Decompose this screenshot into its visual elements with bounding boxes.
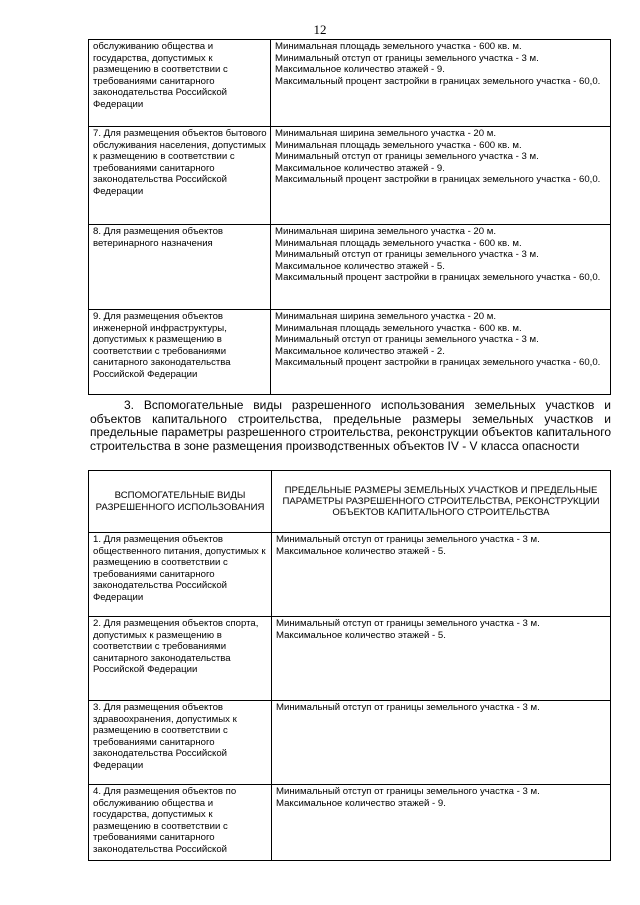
parameter-line: Максимальное количество этажей - 9. — [276, 797, 446, 809]
row-parameters — [271, 127, 611, 225]
parameter-line: Минимальная площадь земельного участка - 600 кв. м. — [275, 139, 522, 151]
parameter-line: Минимальный отступ от границы земельного участка - 3 м. — [276, 618, 540, 629]
table-row — [89, 310, 611, 395]
parameter-line: Минимальная площадь земельного участка - 600 кв. м. — [275, 322, 522, 334]
header-limit-parameters: ПРЕДЕЛЬНЫЕ РАЗМЕРЫ ЗЕМЕЛЬНЫХ УЧАСТКОВ И ПРЕДЕЛЬНЫЕ ПАРАМЕТРЫ РАЗРЕШЕННОГО СТРОИТЕЛЬСТВА, РЕКОНСТРУКЦИИ ОБЪЕКТОВ КАПИТАЛЬНОГО СТРОИТЕЛЬСТВА — [272, 471, 611, 533]
table-row — [89, 617, 611, 701]
parameter-line: Максимальный процент застройки в границах земельного участка - 60,0. — [275, 357, 601, 369]
page-number: 12 — [313, 22, 327, 37]
parameter-line: Максимальное количество этажей - 5. — [275, 260, 445, 272]
parameter-line: Минимальная ширина земельного участка - 20 м. — [275, 128, 497, 139]
row-use-type: 3. Для размещения объектов здравоохранения, допустимых к размещению в соответствии с требованиями санитарного законодательства Российской Федерации — [89, 701, 272, 785]
parameter-line: Минимальный отступ от границы земельного участка - 3 м. — [275, 334, 539, 346]
parameter-line: Минимальный отступ от границы земельного участка - 3 м. — [275, 52, 539, 64]
parameter-line: Минимальный отступ от границы земельного участка - 3 м. — [276, 702, 540, 713]
parameter-line: Минимальная ширина земельного участка - 20 м. — [275, 226, 497, 237]
parameter-line: Минимальный отступ от границы земельного участка - 3 м. — [276, 786, 540, 797]
header-auxiliary-uses: ВСПОМОГАТЕЛЬНЫЕ ВИДЫ РАЗРЕШЕННОГО ИСПОЛЬЗОВАНИЯ — [89, 471, 272, 533]
parameter-line: Минимальная площадь земельного участка - 600 кв. м. — [275, 237, 522, 249]
table-header-row — [89, 471, 611, 533]
row-parameters — [272, 533, 611, 617]
row-parameters — [272, 701, 611, 785]
row-use-type: обслуживанию общества и государства, допустимых к размещению в соответствии с требованиями санитарного законодательства Российской Федерации — [89, 40, 271, 127]
row-use-type: 1. Для размещения объектов общественного питания, допустимых к размещению в соответствии с требованиями санитарного законодательства Российской Федерации — [89, 533, 272, 617]
table-row — [89, 533, 611, 617]
row-use-type: 8. Для размещения объектов ветеринарного назначения — [89, 225, 271, 310]
section-3-heading: 3. Вспомогательные виды разрешенного использования земельных участков и объектов капитального строительства, предельные размеры земельных участков и предельные параметры разрешенного строительства, реконструкции объектов капитального строительства в зоне размещения производственных объектов IV - V класса опасности — [90, 398, 611, 453]
parameter-line: Минимальная площадь земельного участка - 600 кв. м. — [275, 41, 522, 52]
row-parameters — [271, 225, 611, 310]
parameter-line: Максимальное количество этажей - 5. — [276, 545, 446, 557]
parameter-line: Минимальный отступ от границы земельного участка - 3 м. — [276, 534, 540, 545]
auxiliary-uses-table — [88, 470, 611, 861]
row-use-type: 7. Для размещения объектов бытового обслуживания населения, допустимых к размещению в соответствии с требованиями санитарного законодательства Российской Федерации — [89, 127, 271, 225]
parameter-line: Максимальное количество этажей - 9. — [275, 162, 445, 174]
table-row — [89, 40, 611, 127]
row-use-type: 4. Для размещения объектов по обслуживанию общества и государства, допустимых к размещению в соответствии с требованиями санитарного законодательства Российской — [89, 785, 272, 861]
parameter-line: Максимальный процент застройки в границах земельного участка - 60,0. — [275, 75, 601, 87]
parameter-line: Минимальный отступ от границы земельного участка - 3 м. — [275, 151, 539, 163]
table-row — [89, 225, 611, 310]
parameter-line: Минимальная ширина земельного участка - 20 м. — [275, 311, 497, 322]
table-row — [89, 701, 611, 785]
parameter-line: Максимальный процент застройки в границах земельного участка - 60,0. — [275, 174, 601, 186]
table-row — [89, 127, 611, 225]
parameter-line: Максимальный процент застройки в границах земельного участка - 60,0. — [275, 272, 601, 284]
row-parameters — [272, 785, 611, 861]
row-parameters — [271, 310, 611, 395]
table-row — [89, 785, 611, 861]
parameter-line: Максимальное количество этажей - 5. — [276, 629, 446, 641]
row-parameters — [272, 617, 611, 701]
parameter-line: Максимальное количество этажей - 9. — [275, 64, 445, 76]
row-parameters — [271, 40, 611, 127]
row-use-type: 9. Для размещения объектов инженерной инфраструктуры, допустимых к размещению в соответствии с требованиями санитарного законодательства Российской Федерации — [89, 310, 271, 395]
row-use-type: 2. Для размещения объектов спорта, допустимых к размещению в соответствии с требованиями санитарного законодательства Российской Федерации — [89, 617, 272, 701]
parameter-line: Минимальный отступ от границы земельного участка - 3 м. — [275, 249, 539, 261]
parameter-line: Максимальное количество этажей - 2. — [275, 345, 445, 357]
regulations-table-main — [88, 39, 611, 395]
